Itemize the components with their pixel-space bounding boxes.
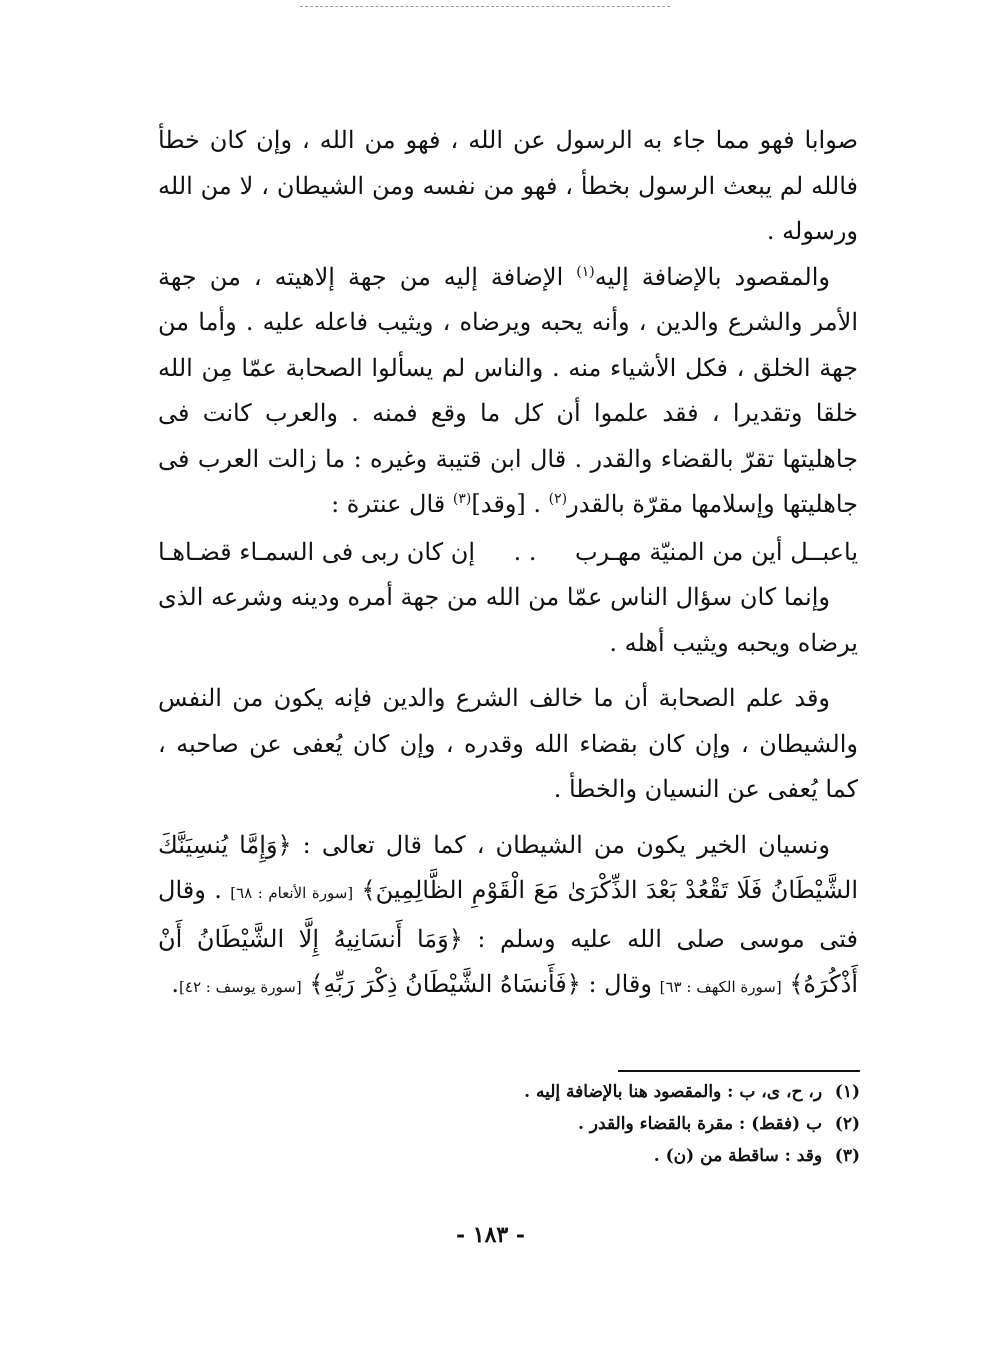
- quran-reference-anam: [سورة الأنعام : ٦٨]: [230, 884, 354, 902]
- verse-first-hemistich: ياعبــل أين من المنيّة مهـرب: [574, 537, 858, 566]
- paragraph-5-part-b: . وقال فتى موسى صلى الله عليه وسلم : ﴿وَمَا أَنسَانِيهُ إِلَّا الشَّيْطَانُ أَنْ أَذْكُرَهُ﴾: [158, 876, 858, 998]
- poetry-verse: [158, 530, 858, 576]
- verse-second-hemistich: إن كان ربى فى السمـاء قضـاهـا: [158, 537, 476, 566]
- paragraph-2-part-d: قال عنترة :: [331, 490, 453, 518]
- paragraph-5-part-c: وقال : ﴿فَأَنسَاهُ الشَّيْطَانُ ذِكْرَ رَبِّهِ﴾: [301, 970, 660, 998]
- paragraph-4: وقد علم الصحابة أن ما خالف الشرع والدين فإنه يكون من النفس والشيطان ، وإن كان بقضاء الله وقدره ، وإن كان يُعفى عن صاحبه ، كما يُعفى عن النسيان والخطأ .: [158, 684, 858, 803]
- footnote-1-number: (١): [834, 1082, 860, 1102]
- paragraph-5: [158, 823, 858, 1011]
- footnote-2: [320, 1108, 860, 1140]
- verse-separator: . .: [513, 537, 537, 566]
- paragraph-5-part-a: ونسيان الخير يكون من الشيطان ، كما قال تعالى : ﴿وَإِمَّا يُنسِيَنَّكَ الشَّيْطَانُ فَلَا تَقْعُدْ بَعْدَ الذِّكْرَىٰ مَعَ الْقَوْمِ الظَّالِمِينَ﴾: [158, 830, 858, 904]
- paragraph-5-part-d: .: [171, 970, 180, 998]
- footnote-ref-2: (٢): [548, 491, 568, 507]
- footnote-1: [320, 1076, 860, 1108]
- footnote-2-text: ب (فقط) : مقرة بالقضاء والقدر .: [577, 1114, 823, 1134]
- paragraph-2-part-a: والمقصود بالإضافة إليه: [594, 262, 830, 291]
- main-text: [158, 118, 858, 1011]
- footnote-divider: [618, 1070, 860, 1072]
- footnote-3: [320, 1140, 860, 1172]
- footnote-3-text: وقد : ساقطة من (ن) .: [653, 1146, 823, 1166]
- paragraph-3: وإنما كان سؤال الناس عمّا من الله من جهة أمره ودينه وشرعه الذى يرضاه ويحبه ويثيب أهله .: [158, 583, 858, 657]
- top-scan-line: [300, 6, 670, 7]
- footnote-2-number: (٢): [834, 1114, 860, 1134]
- footnote-ref-3: (٣): [452, 491, 472, 507]
- paragraph-1: صوابا فهو مما جاء به الرسول عن الله ، فهو من الله ، وإن كان خطأ فالله لم يبعث الرسول بخطأ ، فهو من نفسه ومن الشيطان ، لا من الله ورسوله .: [158, 126, 858, 245]
- footnotes: [320, 1076, 860, 1172]
- paragraph-2-part-b: الإضافة إليه من جهة إلاهيته ، من جهة الأمر والشرع والدين ، وأنه يحبه ويرضاه ، ويثيب فاعله عليه . وأما من جهة الخلق ، فكل الأشياء منه . والناس لم يسألوا الصحابة عمّا مِن الله خلقا وتقديرا ، فقد علموا أن كل ما وقع فمنه . والعرب كانت فى جاهليتها تقرّ بالقضاء والقدر . قال ابن قتيبة وغيره : ما زالت العرب فى جاهليتها وإسلامها مقرّة بالقدر: [158, 262, 859, 518]
- paragraph-2-part-c: . [وقد]: [471, 490, 549, 518]
- quran-reference-kahf: [سورة الكهف : ٦٣]: [659, 978, 782, 996]
- page-number: - ١٨٣ -: [455, 1222, 526, 1248]
- paragraph-2: [158, 255, 858, 528]
- footnote-3-number: (٣): [834, 1146, 860, 1166]
- footnote-1-text: ر، ح، ى، ب : والمقصود هنا بالإضافة إليه .: [524, 1082, 823, 1102]
- footnote-ref-1: (١): [576, 263, 595, 280]
- quran-reference-yusuf: [سورة يوسف : ٤٢]: [179, 978, 302, 996]
